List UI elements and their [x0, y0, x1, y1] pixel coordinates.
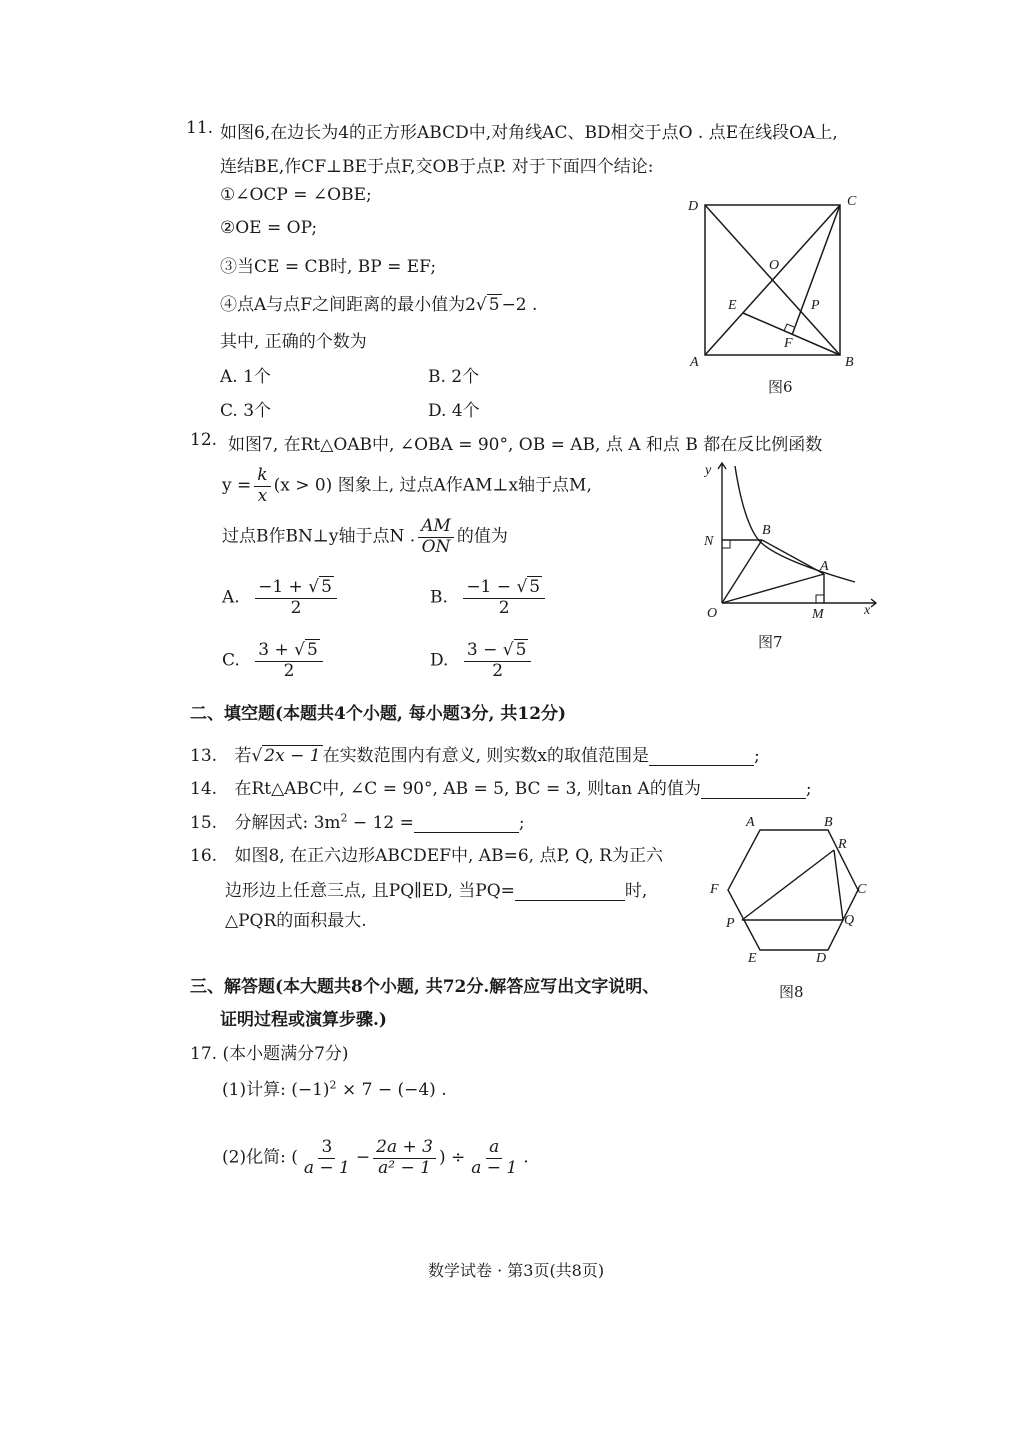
fig6-label-e: E	[728, 298, 737, 313]
q12-option-a-label: A.	[222, 587, 240, 608]
fig6-label-b: B	[845, 355, 854, 370]
q12-ratio-num: AM	[418, 517, 454, 538]
fig8-label-a: A	[746, 815, 755, 830]
q17-f1-num: 3	[318, 1138, 335, 1159]
q17-f3-num: a	[486, 1138, 502, 1159]
fig6-label-a: A	[690, 355, 699, 370]
q11-ask: 其中, 正确的个数为	[220, 332, 367, 352]
fig6-label-d: D	[688, 199, 699, 214]
q13: 13. 若√ 2x − 1 在实数范围内有意义, 则实数x的取值范围是 ;	[190, 746, 760, 766]
q13-post: 在实数范围内有意义, 则实数x的取值范围是	[322, 746, 649, 766]
fig7-label-b: B	[762, 523, 771, 538]
q11-c4-post: −2 .	[501, 295, 538, 315]
q16-text-1: 如图8, 在正六边形ABCDEF中, AB=6, 点P, Q, R为正六	[234, 846, 663, 866]
fig6-label-c: C	[847, 194, 857, 209]
q13-end: ;	[753, 746, 760, 766]
q12-option-a: A. $\frac{-1 + √ 5}{2}$	[222, 578, 340, 618]
q11-line1: 如图6,在边长为4的正方形ABCD中,对角线AC、BD相交于点O . 点E在线段OA上,	[220, 123, 838, 143]
q16-line3: △PQR的面积最大.	[225, 911, 367, 931]
q11-conclusion-3: ③当CE = CB时, BP = EF;	[220, 257, 437, 277]
q11-conclusion-4: ④点A与点F之间距离的最小值为2√ 5 −2 .	[220, 295, 538, 315]
q11-c4-radicand: 5	[488, 295, 500, 315]
q17-minus: −	[355, 1147, 371, 1168]
q17-p1-exponent: 2	[329, 1078, 337, 1092]
fig6-label-o: O	[769, 258, 780, 273]
fig7-label-a: A	[820, 559, 829, 574]
q12-number: 12.	[190, 430, 218, 450]
q12-option-c-num: 3 +	[258, 640, 295, 660]
q16-line2	[225, 876, 647, 901]
fig6-right-angle	[784, 324, 794, 331]
figure-6	[680, 185, 870, 380]
fig7-hyperbola	[735, 466, 855, 582]
q17-part-1	[222, 1075, 447, 1100]
fig8-label-e: E	[748, 951, 757, 966]
q11-option-b: B. 2个	[428, 367, 480, 387]
q12-func-lhs: y =	[222, 475, 252, 496]
figure-6-caption: 图6	[768, 378, 793, 396]
q12-option-a-num: −1 +	[258, 577, 309, 597]
q12-line2	[222, 466, 592, 506]
fig8-label-p: P	[726, 916, 735, 931]
figure-7	[695, 458, 885, 626]
fig8-segment-rq	[834, 850, 843, 920]
q12-option-b-num: −1 −	[466, 577, 517, 597]
q15-exponent: 2	[340, 811, 348, 825]
q11-option-c: C. 3个	[220, 401, 272, 421]
section-3-heading-line1: 三、解答题(本大题共8个小题, 共72分.解答应写出文字说明、	[190, 977, 660, 997]
q12-line3-post: 的值为	[456, 526, 508, 547]
q17-number: 17.	[190, 1044, 218, 1064]
q12-option-c-rad: 5	[306, 640, 318, 660]
q17-f1-den: a − 1	[303, 1157, 350, 1178]
q17-f2-den: a² − 1	[378, 1157, 431, 1178]
q13-radicand: 2x − 1	[264, 746, 321, 766]
q12-option-d-den: 2	[492, 660, 504, 681]
fig7-right-angle-m	[816, 595, 824, 603]
fig8-label-f: F	[710, 882, 719, 897]
q11-c4-pre: ④点A与点F之间距离的最小值为2	[220, 295, 476, 315]
fig7-label-o: O	[707, 606, 718, 621]
q12-option-b-den: 2	[498, 597, 510, 618]
q11-option-a: A. 1个	[220, 367, 271, 387]
q14-answer-blank[interactable]	[701, 780, 806, 799]
q12-func-num: k	[254, 466, 270, 487]
fig8-label-r: R	[838, 837, 847, 852]
q14-number: 14.	[190, 779, 218, 799]
q11-number: 11.	[186, 118, 214, 138]
q15-post: − 12 =	[347, 813, 414, 833]
fig7-label-m: M	[812, 607, 824, 622]
q12-option-b-label: B.	[430, 587, 448, 608]
q17-part-2	[222, 1138, 529, 1178]
q12-option-b-rad: 5	[529, 577, 541, 597]
q12-line3	[222, 517, 508, 557]
q17-p2-pre: (2)化简: (	[222, 1147, 298, 1168]
q16-line1	[190, 841, 663, 866]
fig6-label-p: P	[811, 298, 820, 313]
q11-conclusion-2: ②OE = OP;	[220, 218, 318, 238]
q12-option-d-rad: 5	[515, 640, 527, 660]
fig6-label-f: F	[784, 336, 793, 351]
q12-option-b: B. $\frac{-1 - √ 5}{2}$	[430, 578, 548, 618]
q16-answer-blank[interactable]	[515, 882, 625, 901]
section-3-heading-line2: 证明过程或演算步骤.)	[220, 1010, 387, 1030]
q14-end: ;	[805, 779, 812, 799]
fig7-segment-ab	[762, 540, 824, 574]
q13-number: 13.	[190, 746, 218, 766]
q16-number: 16.	[190, 846, 218, 866]
q17-f2-num: 2a + 3	[373, 1138, 436, 1159]
q13-answer-blank[interactable]	[649, 747, 754, 766]
q15-number: 15.	[190, 813, 218, 833]
q14-text: 在Rt△ABC中, ∠C = 90°, AB = 5, BC = 3, 则tan A的值为	[234, 779, 701, 799]
q16-text-2: 边形边上任意三点, 且PQ∥ED, 当PQ=	[225, 881, 515, 901]
q17-title: (本小题满分7分)	[222, 1044, 349, 1064]
q11-option-d: D. 4个	[428, 401, 480, 421]
fig8-segment-pr	[742, 850, 834, 920]
section-2-heading: 二、填空题(本题共4个小题, 每小题3分, 共12分)	[190, 704, 567, 724]
q17-header	[190, 1039, 349, 1064]
q17-end: .	[523, 1147, 529, 1168]
q17-div: ) ÷	[438, 1147, 466, 1168]
q14	[190, 774, 812, 799]
q15-answer-blank[interactable]	[414, 814, 519, 833]
q12-option-a-den: 2	[290, 597, 302, 618]
q12-ratio-den: ON	[421, 536, 451, 557]
fig7-label-y: y	[705, 463, 712, 478]
figure-7-caption: 图7	[758, 633, 783, 651]
fig8-label-c: C	[857, 882, 867, 897]
q12-option-c: C. $\frac{3 + √ 5}{2}$	[222, 641, 326, 681]
figure-8	[700, 812, 880, 972]
q12-option-c-label: C.	[222, 650, 240, 671]
q15-pre: 分解因式: 3m	[234, 813, 341, 833]
fig7-label-n: N	[704, 534, 714, 549]
q17-p1-pre: (1)计算: (−1)	[222, 1080, 330, 1100]
q15-end: ;	[518, 813, 525, 833]
q12-option-d-label: D.	[430, 650, 449, 671]
figure-8-caption: 图8	[779, 983, 804, 1001]
q11-line2: 连结BE,作CF⊥BE于点F,交OB于点P. 对于下面四个结论:	[220, 157, 654, 177]
page-footer: 数学试卷 · 第3页(共8页)	[428, 1261, 605, 1280]
q12-option-d-num: 3 −	[466, 640, 503, 660]
fig8-label-q: Q	[844, 913, 855, 928]
fig6-segment-cf	[792, 205, 840, 335]
q15	[190, 808, 525, 833]
q12-func-den: x	[257, 485, 268, 506]
q12-option-d: D. $\frac{3 - √ 5}{2}$	[430, 641, 534, 681]
fig7-right-angle-n	[722, 540, 730, 548]
q17-f3-den: a − 1	[471, 1157, 518, 1178]
q16-text-2-end: 时,	[624, 881, 648, 901]
q11-conclusion-1: ①∠OCP = ∠OBE;	[220, 185, 372, 205]
q12-option-a-rad: 5	[321, 577, 332, 597]
q12-line3-pre: 过点B作BN⊥y轴于点N .	[222, 526, 416, 547]
fig7-label-x: x	[864, 603, 871, 618]
q12-line1: 如图7, 在Rt△OAB中, ∠OBA = 90°, OB = AB, 点 A 和点 B 都在反比例函数	[228, 435, 823, 455]
q12-option-c-den: 2	[283, 660, 295, 681]
q17-p1-post: × 7 − (−4) .	[336, 1080, 447, 1100]
q12-func-rest: (x > 0) 图象上, 过点A作AM⊥x轴于点M,	[273, 475, 592, 496]
fig8-label-d: D	[816, 951, 827, 966]
q13-pre: 若	[234, 746, 252, 766]
fig8-label-b: B	[824, 815, 833, 830]
